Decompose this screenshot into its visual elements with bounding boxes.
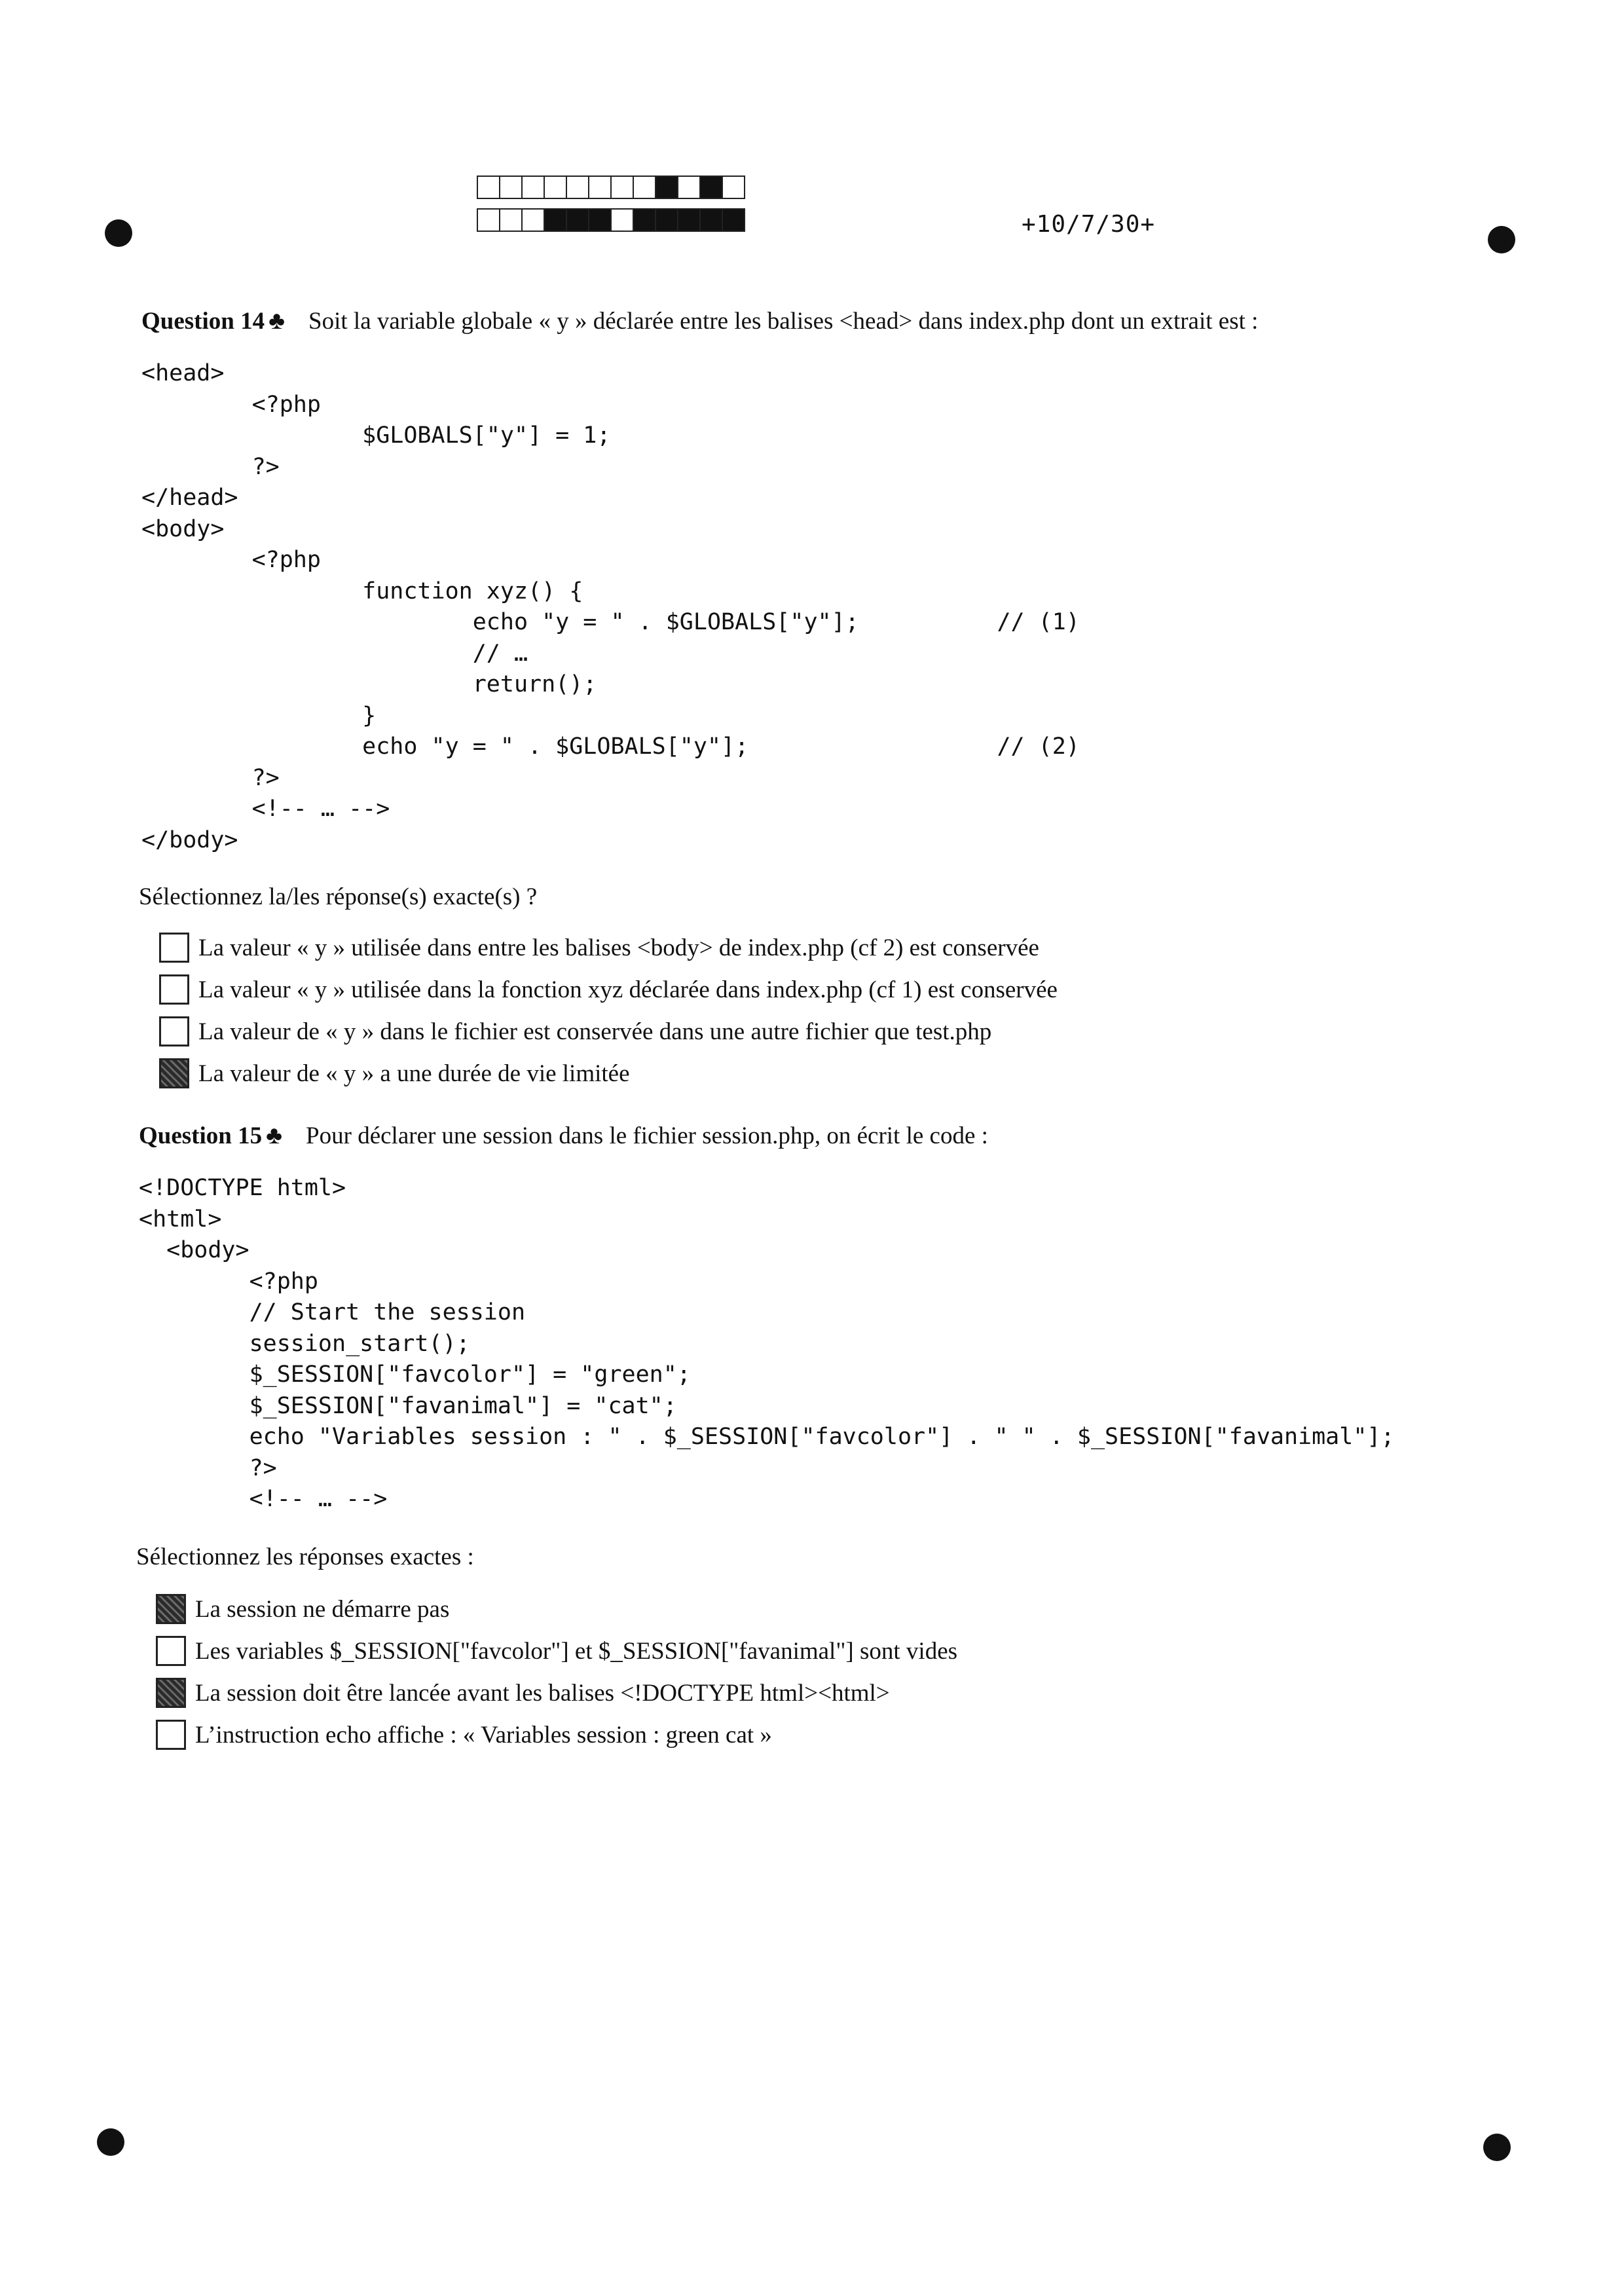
id-code-cell bbox=[521, 208, 545, 232]
q15-option-3-checkbox[interactable] bbox=[156, 1678, 186, 1708]
q14-option-4-checkbox[interactable] bbox=[159, 1058, 189, 1088]
q15-option-3[interactable] bbox=[156, 1678, 890, 1708]
id-code-cell bbox=[588, 208, 612, 232]
id-code-cell bbox=[699, 208, 723, 232]
id-code-cell bbox=[588, 176, 612, 199]
question-15-prompt: Sélectionnez les réponses exactes : bbox=[136, 1544, 474, 1570]
id-code-cell bbox=[655, 208, 678, 232]
id-code-cell bbox=[722, 176, 745, 199]
q15-option-4-text: L’instruction echo affiche : « Variables session : green cat » bbox=[195, 1721, 772, 1749]
question-14-title bbox=[141, 306, 1258, 335]
q15-option-3-text: La session doit être lancée avant les balises <!DOCTYPE html><html> bbox=[195, 1679, 890, 1707]
q15-option-1-checkbox[interactable] bbox=[156, 1594, 186, 1624]
q15-option-4[interactable] bbox=[156, 1720, 772, 1750]
q15-option-1-text: La session ne démarre pas bbox=[195, 1595, 450, 1623]
q14-option-2-text: La valeur « y » utilisée dans la fonction xyz déclarée dans index.php (cf 1) est conservée bbox=[198, 976, 1058, 1003]
id-code-cell bbox=[610, 208, 634, 232]
q14-option-2-checkbox[interactable] bbox=[159, 974, 189, 1005]
q14-option-4[interactable] bbox=[159, 1058, 630, 1088]
question-15-text: Pour déclarer une session dans le fichier session.php, on écrit le code : bbox=[306, 1122, 988, 1149]
club-icon: ♣ bbox=[266, 1122, 283, 1149]
question-15-label: Question 15 bbox=[139, 1122, 263, 1149]
q14-option-1-text: La valeur « y » utilisée dans entre les balises <body> de index.php (cf 2) est conservée bbox=[198, 934, 1039, 961]
id-code-cell bbox=[544, 208, 567, 232]
q14-option-3-checkbox[interactable] bbox=[159, 1016, 189, 1046]
page-code: +10/7/30+ bbox=[1022, 211, 1156, 238]
id-code-cell bbox=[677, 176, 701, 199]
id-code-cell bbox=[521, 176, 545, 199]
q14-option-3-text: La valeur de « y » dans le fichier est conservée dans une autre fichier que test.php bbox=[198, 1018, 992, 1045]
id-code-cell bbox=[477, 176, 500, 199]
registration-mark-top-right bbox=[1488, 226, 1515, 253]
id-code-cell bbox=[633, 208, 656, 232]
q14-option-4-text: La valeur de « y » a une durée de vie limitée bbox=[198, 1060, 630, 1087]
id-code-cell bbox=[677, 208, 701, 232]
id-code-row-2 bbox=[477, 208, 744, 232]
id-code-cell bbox=[655, 176, 678, 199]
q15-option-2-text: Les variables $_SESSION["favcolor"] et $_SESSION["favanimal"] sont vides bbox=[195, 1637, 958, 1665]
q15-option-2-checkbox[interactable] bbox=[156, 1636, 186, 1666]
question-15-code: <!DOCTYPE html> <html> <body> <?php // Start the session session_start(); $_SESSION["favcolor"] = "green"; $_SESSION["favanimal"] = "cat"; echo "Variables session : " . $_SESSION["favcolor"] . " " . $_SESSION["favanimal"]; ?> <!-- … --> bbox=[139, 1175, 1395, 1512]
id-code-cell bbox=[633, 176, 656, 199]
q14-option-1[interactable] bbox=[159, 933, 1039, 963]
q14-option-1-checkbox[interactable] bbox=[159, 933, 189, 963]
registration-mark-bottom-left bbox=[97, 2128, 124, 2156]
registration-mark-bottom-right bbox=[1483, 2134, 1511, 2161]
question-15-title bbox=[139, 1121, 988, 1150]
question-14-prompt: Sélectionnez la/les réponse(s) exacte(s) ? bbox=[139, 883, 538, 910]
q15-option-4-checkbox[interactable] bbox=[156, 1720, 186, 1750]
id-code-row-1 bbox=[477, 176, 744, 199]
id-code-cell bbox=[566, 176, 589, 199]
club-icon: ♣ bbox=[268, 307, 286, 335]
question-14-label: Question 14 bbox=[141, 308, 265, 335]
q14-option-3[interactable] bbox=[159, 1016, 991, 1046]
id-code-cell bbox=[544, 176, 567, 199]
registration-mark-top-left bbox=[105, 219, 132, 247]
id-code-cell bbox=[566, 208, 589, 232]
id-code-cell bbox=[610, 176, 634, 199]
id-code-cell bbox=[722, 208, 745, 232]
question-14-code: <head> <?php $GLOBALS["y"] = 1; ?> </head> <body> <?php function xyz() { echo "y = " . $GLOBALS["y"]; // (1) // … return(); } echo "y = " . $GLOBALS["y"]; // (2) ?> <!-- … --> </body> bbox=[141, 360, 1080, 853]
question-14-text: Soit la variable globale « y » déclarée entre les balises <head> dans index.php dont un extrait est : bbox=[308, 308, 1259, 335]
id-code-cell bbox=[477, 208, 500, 232]
id-code-cell bbox=[499, 208, 523, 232]
q15-option-2[interactable] bbox=[156, 1636, 957, 1666]
q14-option-2[interactable] bbox=[159, 974, 1058, 1005]
id-code-cell bbox=[699, 176, 723, 199]
id-code-cell bbox=[499, 176, 523, 199]
q15-option-1[interactable] bbox=[156, 1594, 449, 1624]
